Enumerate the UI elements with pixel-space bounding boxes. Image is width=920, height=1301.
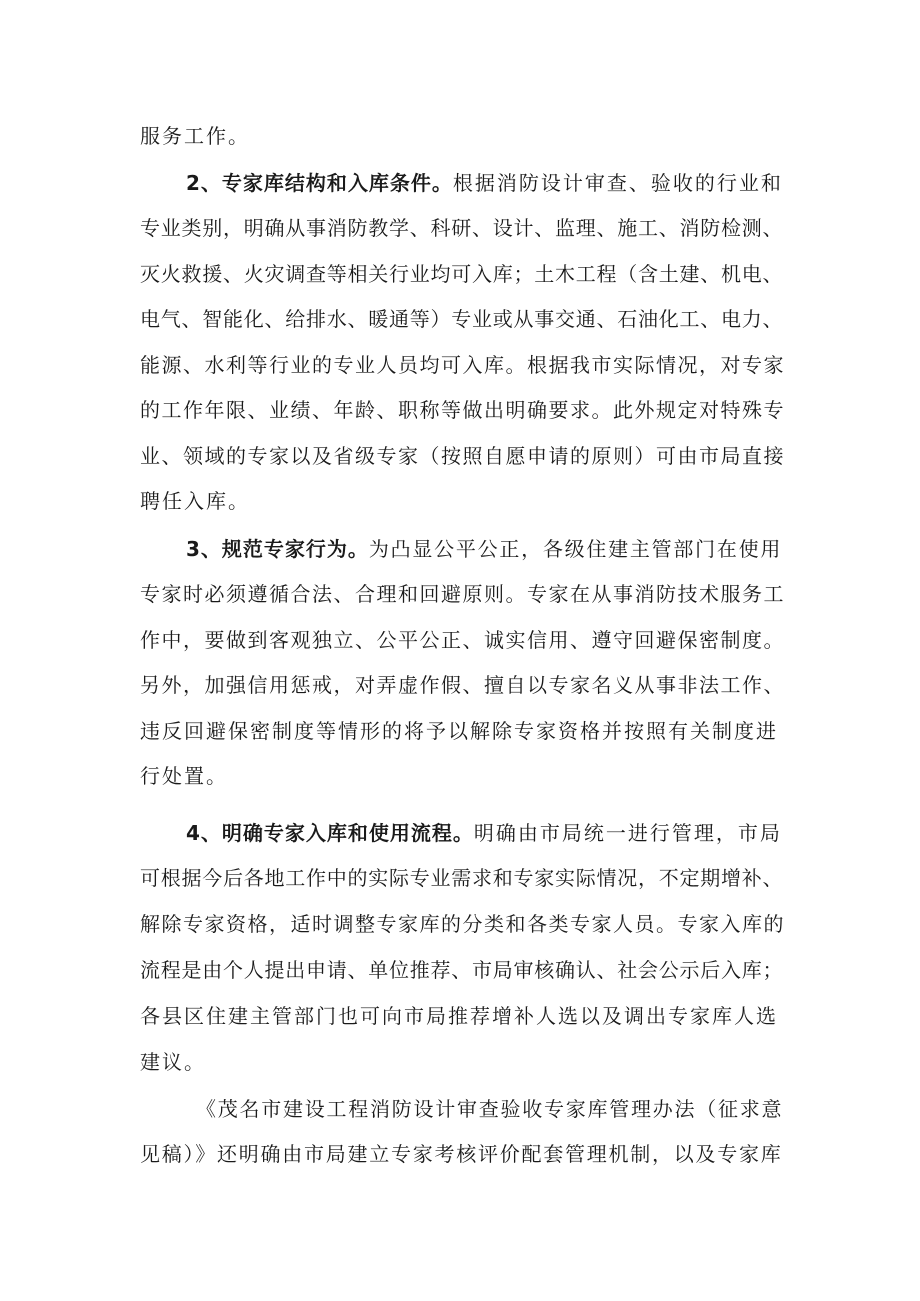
text-span: 专业类别，明确从事消防教学、科研、设计、监理、施工、消防检测、 — [140, 216, 784, 240]
paragraph-line — [140, 665, 785, 705]
text-span: 明确由市局统一进行管理，市局 — [473, 821, 782, 845]
text-span: 流程是由个人提出申请、单位推荐、市局审核确认、社会公示后入库； — [140, 958, 784, 982]
paragraph-heading-line — [186, 163, 786, 203]
paragraph-line — [140, 996, 785, 1036]
paragraph-line — [140, 574, 785, 614]
paragraph-line — [140, 1042, 785, 1082]
text-span: 见稿）》还明确由市局建立专家考核评价配套管理机制，以及专家库 — [140, 1142, 783, 1166]
paragraph-line — [140, 756, 785, 796]
text-span: 电气、智能化、给排水、暖通等）专业或从事交通、石油化工、电力、 — [140, 307, 784, 331]
text-span: 《茂名市建设工程消防设计审查验收专家库管理办法（征求意 — [196, 1097, 784, 1121]
text-span: 另外，加强信用惩戒，对弄虚作假、擅自以专家名义从事非法工作、 — [140, 673, 785, 697]
text-span: 违反回避保密制度等情形的将予以解除专家资格并按照有关制度进 — [140, 719, 778, 743]
text-span: 服务工作。 — [140, 124, 250, 148]
paragraph-line — [140, 116, 785, 156]
section-heading-3: 3、规范专家行为。 — [186, 537, 369, 561]
paragraph-line — [140, 711, 785, 751]
paragraph-line — [140, 1134, 785, 1174]
paragraph-heading-line — [186, 813, 786, 853]
text-span: 业、领域的专家以及省级专家（按照自愿申请的原则）可由市局直接 — [140, 444, 785, 468]
text-span: 的工作年限、业绩、年龄、职称等做出明确要求。此外规定对特殊专 — [140, 398, 785, 422]
text-span: 根据消防设计审查、验收的行业和 — [452, 171, 783, 195]
paragraph-heading-line — [186, 529, 786, 569]
section-heading-2: 2、专家库结构和入库条件。 — [186, 171, 453, 195]
text-span: 作中，要做到客观独立、公平公正、诚实信用、遵守回避保密制度。 — [140, 628, 785, 652]
text-span: 专家时必须遵循合法、合理和回避原则。专家在从事消防技术服务工 — [140, 582, 785, 606]
text-span: 能源、水利等行业的专业人员均可入库。根据我市实际情况，对专家 — [140, 353, 785, 377]
text-span: 建议。 — [140, 1050, 206, 1074]
paragraph-line — [140, 345, 785, 385]
paragraph-line — [140, 481, 785, 521]
paragraph-line — [140, 620, 785, 660]
text-span: 可根据今后各地工作中的实际专业需求和专家实际情况，不定期增补、 — [140, 866, 784, 890]
paragraph-line — [140, 858, 785, 898]
text-span: 灭火救援、火灾调查等相关行业均可入库；土木工程（含土建、机电、 — [140, 262, 784, 286]
paragraph-line — [140, 390, 785, 430]
text-span: 解除专家资格，适时调整专家库的分类和各类专家人员。专家入库的 — [140, 912, 785, 936]
text-span: 聘任入库。 — [140, 489, 250, 513]
text-span: 各县区住建主管部门也可向市局推荐增补人选以及调出专家库人选 — [140, 1004, 778, 1028]
paragraph-line — [140, 254, 785, 294]
paragraph-line — [140, 904, 785, 944]
text-span: 行处置。 — [140, 764, 228, 788]
text-span: 为凸显公平公正，各级住建主管部门在使用 — [368, 537, 783, 561]
paragraph-line — [140, 950, 785, 990]
paragraph-line — [140, 299, 785, 339]
paragraph-line — [140, 208, 785, 248]
section-heading-4: 4、明确专家入库和使用流程。 — [186, 821, 474, 845]
paragraph-line — [140, 436, 785, 476]
paragraph-line — [196, 1089, 786, 1129]
